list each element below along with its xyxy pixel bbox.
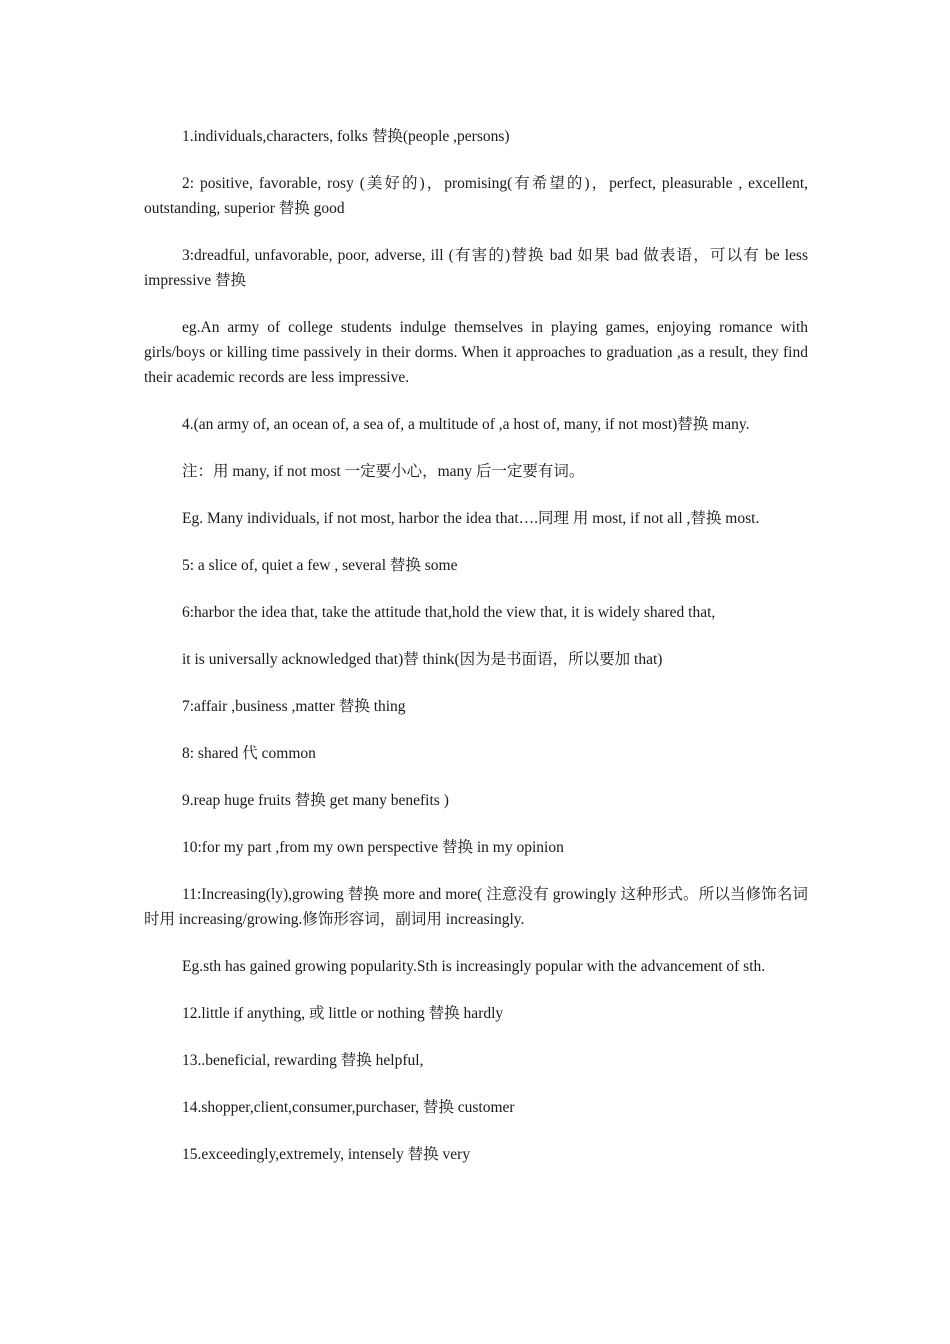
paragraph-13: 13..beneficial, rewarding 替换 helpful, [182, 1052, 424, 1069]
paragraph-4: 4.(an army of, an ocean of, a sea of, a multitude of ,a host of, many, if not most)替换 many. [182, 416, 750, 433]
paragraph-example-3: eg.An army of college students indulge themselves in playing games, enjoying romance with girls/boys or killing time passively in their dorms. When it approaches to graduation ,as a result, they find their academic records are less impressive. [144, 319, 808, 386]
paragraph-note-4: 注：用 many, if not most 一定要小心，many 后一定要有词。 [182, 463, 585, 480]
paragraph-8: 8: shared 代 common [182, 745, 316, 762]
paragraph-2: 2: positive, favorable, rosy (美好的)，promising(有希望的)，perfect, pleasurable , excellent, outstanding, superior 替换 good [144, 175, 808, 217]
paragraph-example-4: Eg. Many individuals, if not most, harbor the idea that….同理 用 most, if not all ,替换 most. [182, 510, 760, 527]
paragraph-11: 11:Increasing(ly),growing 替换 more and more( 注意没有 growingly 这种形式。所以当修饰名词时用 increasing/growing.修饰形容词，副词用 increasingly. [144, 886, 808, 928]
paragraph-12: 12.little if anything, 或 little or nothing 替换 hardly [182, 1005, 504, 1022]
paragraph-1: 1.individuals,characters, folks 替换(people ,persons) [182, 128, 510, 145]
paragraph-10: 10:for my part ,from my own perspective 替换 in my opinion [182, 839, 564, 856]
paragraph-example-11: Eg.sth has gained growing popularity.Sth is increasingly popular with the advancement of sth. [182, 958, 766, 975]
paragraph-6: 6:harbor the idea that, take the attitude that,hold the view that, it is widely shared that, [182, 604, 716, 621]
paragraph-5: 5: a slice of, quiet a few , several 替换 some [182, 557, 458, 574]
paragraph-9: 9.reap huge fruits 替换 get many benefits ) [182, 792, 449, 809]
document-body [144, 124, 808, 1189]
paragraph-14: 14.shopper,client,consumer,purchaser, 替换 customer [182, 1099, 515, 1116]
paragraph-3: 3:dreadful, unfavorable, poor, adverse, ill (有害的)替换 bad 如果 bad 做表语，可以有 be less impressive 替换 [144, 247, 808, 289]
paragraph-15: 15.exceedingly,extremely, intensely 替换 very [182, 1146, 471, 1163]
paragraph-6-continued: it is universally acknowledged that)替 think(因为是书面语，所以要加 that) [182, 651, 663, 668]
paragraph-7: 7:affair ,business ,matter 替换 thing [182, 698, 406, 715]
